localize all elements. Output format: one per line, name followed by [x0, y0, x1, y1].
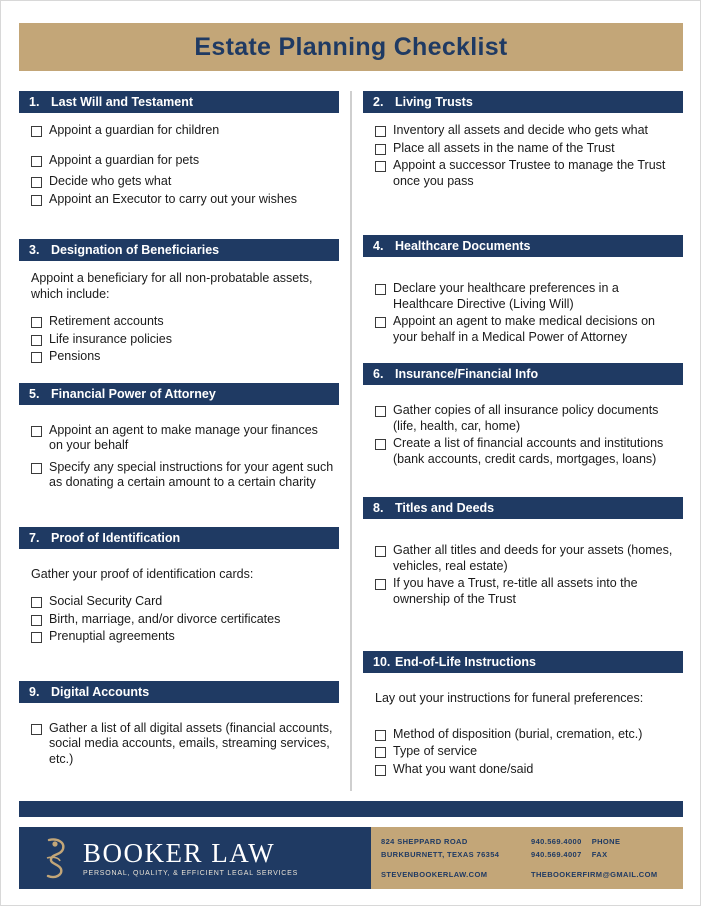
section-last-will-and-testament [19, 91, 339, 239]
section-title: Last Will and Testament [51, 95, 194, 109]
section-intro: Lay out your instructions for funeral preferences: [375, 691, 644, 705]
checkbox-icon[interactable] [31, 317, 42, 328]
section-title: Digital Accounts [51, 684, 150, 699]
checklist-item[interactable] [369, 403, 679, 434]
section-intro: Gather your proof of identification cards: [31, 566, 254, 581]
section-title: Financial Power of Attorney [51, 386, 216, 401]
checklist-item-label: Retirement accounts [49, 314, 164, 328]
brand-tagline: PERSONAL, QUALITY, & EFFICIENT LEGAL SERVICES [83, 870, 299, 877]
checkbox-icon[interactable] [375, 579, 386, 590]
checkbox-icon[interactable] [31, 195, 42, 206]
bottom-accent-bar [19, 801, 683, 817]
section-header [19, 527, 339, 549]
checklist-item[interactable] [369, 576, 679, 607]
checkbox-icon[interactable] [31, 335, 42, 346]
section-titles-and-deeds [363, 497, 683, 651]
section-header [363, 651, 683, 673]
checklist-item[interactable] [369, 281, 679, 312]
checklist-item-label: What you want done/said [393, 761, 534, 776]
address-line-2: BURKBURNETT, TEXAS 76354 [381, 850, 500, 859]
brand-name: BOOKER LAW [83, 838, 276, 868]
section-number: 7. [29, 530, 40, 545]
section-title: Insurance/Financial Info [395, 367, 539, 381]
checklist-item[interactable] [25, 612, 335, 628]
phone-label: PHONE [591, 837, 621, 846]
checklist-item[interactable] [25, 460, 335, 491]
section-body [19, 549, 339, 681]
section-number: 6. [373, 367, 384, 381]
checklist-item[interactable] [25, 349, 335, 365]
phone-number: 940.569.4000 [531, 837, 582, 846]
checkbox-icon[interactable] [31, 126, 42, 137]
footer-contact [531, 835, 681, 881]
checklist-item-label: Prenuptial agreements [49, 629, 175, 643]
fax-label: FAX [591, 850, 608, 859]
section-title: Designation of Beneficiaries [51, 243, 220, 257]
section-body [19, 703, 339, 778]
brand-text-block [83, 839, 298, 877]
booker-law-logo-icon [33, 836, 79, 880]
footer [19, 827, 683, 889]
checklist-item-label: Gather a list of all digital assets (financial accounts, social media accounts, emails, streaming services, etc.) [49, 720, 333, 766]
checkbox-icon[interactable] [375, 161, 386, 172]
checkbox-icon[interactable] [375, 144, 386, 155]
section-header [363, 235, 683, 257]
checkbox-icon[interactable] [31, 597, 42, 608]
checkbox-icon[interactable] [375, 317, 386, 328]
section-financial-power-of-attorney [19, 383, 339, 527]
checklist-item[interactable] [369, 727, 679, 743]
checklist-item-label: Appoint a successor Trustee to manage the Trust once you pass [393, 158, 666, 188]
checklist-item-label: If you have a Trust, re-title all assets into the ownership of the Trust [393, 576, 638, 606]
section-number: 4. [373, 239, 384, 253]
checklist-item[interactable] [369, 123, 679, 139]
checklist-item[interactable] [25, 594, 335, 610]
checklist-item[interactable] [25, 192, 335, 208]
section-header [363, 363, 683, 385]
section-body [19, 261, 339, 383]
section-body [19, 113, 339, 239]
section-body [363, 257, 683, 363]
footer-address [381, 835, 531, 881]
section-number: 2. [373, 95, 384, 109]
section-designation-of-beneficiaries [19, 239, 339, 383]
section-living-trusts [363, 91, 683, 235]
section-number: 10. [373, 655, 391, 669]
checkbox-icon[interactable] [375, 284, 386, 295]
checklist-item-label: Pensions [49, 349, 101, 363]
checklist-item[interactable] [369, 744, 679, 760]
email-link[interactable]: THEBOOKERFIRM@GMAIL.COM [531, 870, 658, 879]
checklist-item[interactable] [369, 158, 679, 189]
checklist-item[interactable] [25, 721, 335, 768]
phone-row [531, 835, 681, 848]
checklist-item-label: Appoint an Executor to carry out your wishes [49, 191, 298, 206]
checklist-item-label: Gather copies of all insurance policy documents (life, health, car, home) [393, 403, 659, 433]
checklist-item-label: Declare your healthcare preferences in a Healthcare Directive (Living Will) [393, 281, 619, 311]
section-digital-accounts [19, 681, 339, 778]
address-line-1: 824 SHEPPARD ROAD [381, 837, 468, 846]
section-body [363, 113, 683, 235]
checklist-item-label: Appoint a guardian for children [49, 123, 220, 137]
section-title: Living Trusts [395, 95, 473, 109]
checklist-item-label: Life insurance policies [49, 331, 172, 346]
checkbox-icon[interactable] [31, 463, 42, 474]
checklist-item-label: Method of disposition (burial, cremation, etc.) [393, 726, 643, 741]
section-header [363, 497, 683, 519]
checklist-item-label: Inventory all assets and decide who gets what [393, 123, 649, 137]
checkbox-icon[interactable] [375, 126, 386, 137]
section-title: End-of-Life Instructions [395, 655, 536, 669]
checklist-item-label: Birth, marriage, and/or divorce certificates [49, 611, 281, 626]
section-number: 9. [29, 684, 40, 699]
section-intro: Appoint a beneficiary for all non-probatable assets, which include: [31, 271, 313, 301]
checklist-item-label: Place all assets in the name of the Trust [393, 140, 615, 155]
checkbox-icon[interactable] [375, 406, 386, 417]
section-body [363, 385, 683, 497]
checkbox-icon[interactable] [31, 724, 42, 735]
checklist-item[interactable] [25, 332, 335, 348]
right-column [363, 91, 683, 787]
checklist-item[interactable] [369, 762, 679, 778]
checklist-columns [19, 91, 683, 787]
section-header [363, 91, 683, 113]
checklist [25, 314, 335, 365]
checkbox-icon[interactable] [31, 156, 42, 167]
checklist-item[interactable] [25, 423, 335, 454]
checklist [369, 123, 679, 189]
checkbox-icon[interactable] [31, 177, 42, 188]
checklist-item-label: Appoint an agent to make medical decisions on your behalf in a Medical Power of Attorney [393, 314, 655, 344]
section-body [363, 673, 683, 787]
checklist [369, 727, 679, 778]
checklist [369, 543, 679, 607]
section-body [19, 405, 339, 527]
checklist-item[interactable] [369, 436, 679, 467]
section-title: Titles and Deeds [395, 501, 495, 515]
page-title: Estate Planning Checklist [194, 32, 508, 61]
checklist-item-label: Gather all titles and deeds for your assets (homes, vehicles, real estate) [393, 543, 673, 573]
checklist-item[interactable] [25, 153, 335, 169]
checklist [25, 594, 335, 645]
checkbox-icon[interactable] [375, 765, 386, 776]
checklist [25, 423, 335, 491]
checkbox-icon[interactable] [375, 730, 386, 741]
section-number: 3. [29, 243, 40, 257]
checkbox-icon[interactable] [31, 352, 42, 363]
checklist-item-label: Appoint a guardian for pets [49, 152, 200, 167]
section-number: 8. [373, 501, 384, 515]
section-header [19, 91, 339, 113]
checkbox-icon[interactable] [31, 632, 42, 643]
document-title-banner [19, 23, 683, 71]
checklist-item-label: Social Security Card [49, 594, 163, 608]
footer-contact-block [371, 827, 683, 889]
section-end-of-life-instructions [363, 651, 683, 787]
section-title: Proof of Identification [51, 530, 181, 545]
checkbox-icon[interactable] [31, 426, 42, 437]
left-column [19, 91, 339, 777]
checklist-item-label: Decide who gets what [49, 174, 172, 188]
website-link[interactable]: STEVENBOOKERLAW.COM [381, 870, 488, 879]
checklist-item-label: Specify any special instructions for your agent such as donating a certain amount to a certain charity [49, 459, 334, 489]
checklist-item-label: Type of service [393, 744, 478, 758]
checklist-item[interactable] [369, 543, 679, 574]
checkbox-icon[interactable] [375, 439, 386, 450]
checklist-item[interactable] [25, 314, 335, 330]
checkbox-icon[interactable] [375, 546, 386, 557]
section-healthcare-documents [363, 235, 683, 363]
checklist [25, 721, 335, 768]
section-header [19, 383, 339, 405]
section-title: Healthcare Documents [395, 239, 531, 253]
checklist-item[interactable] [369, 141, 679, 157]
section-number: 5. [29, 386, 40, 401]
checklist-item[interactable] [25, 123, 335, 139]
checkbox-icon[interactable] [31, 615, 42, 626]
section-body [363, 519, 683, 651]
fax-row [531, 848, 681, 861]
section-proof-of-identification [19, 527, 339, 681]
checklist-item-label: Create a list of financial accounts and institutions (bank accounts, credit cards, mortgages, loans) [393, 436, 664, 466]
checkbox-icon[interactable] [375, 747, 386, 758]
section-insurance-financial-info [363, 363, 683, 497]
checklist [369, 281, 679, 345]
section-header [19, 681, 339, 703]
checklist [25, 123, 335, 207]
checklist-item[interactable] [25, 174, 335, 190]
checklist-item-label: Appoint an agent to make manage your finances on your behalf [49, 422, 318, 452]
section-number: 1. [29, 95, 40, 109]
checklist-item[interactable] [369, 314, 679, 345]
fax-number: 940.569.4007 [531, 850, 582, 859]
footer-brand-block [19, 827, 371, 889]
checklist-item[interactable] [25, 629, 335, 645]
checklist [369, 403, 679, 467]
section-header [19, 239, 339, 261]
